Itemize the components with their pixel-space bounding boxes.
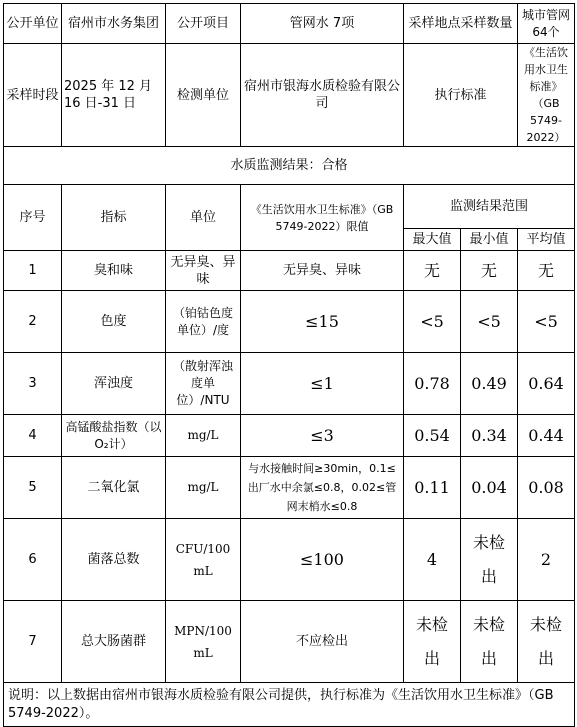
col-max: 最大值 bbox=[404, 229, 461, 251]
result-row bbox=[4, 147, 575, 185]
col-avg: 平均值 bbox=[518, 229, 575, 251]
row-unit: 无异臭、异味 bbox=[166, 251, 241, 291]
footnote: 说明：以上数据由宿州市银海水质检验有限公司提供，执行标准为《生活饮用水卫生标准》（GB 5749-2022）。 bbox=[4, 683, 575, 727]
result-title: 水质监测结果：合格 bbox=[4, 147, 575, 185]
row-limit: 与水接触时间≥30min，0.1≤出厂水中余氯≤0.8，0.02≤管网末梢水≤0.8 bbox=[241, 457, 404, 519]
header-row-2 bbox=[4, 44, 575, 147]
row-index: 二氧化氯 bbox=[62, 457, 166, 519]
column-header-row-1 bbox=[4, 185, 575, 229]
row-min: 0.49 bbox=[461, 353, 518, 415]
row-max: <5 bbox=[404, 291, 461, 353]
table-row bbox=[4, 601, 575, 683]
table-row bbox=[4, 415, 575, 457]
row-max: 未检出 bbox=[404, 601, 461, 683]
row-unit: mg/L bbox=[166, 457, 241, 519]
row-no: 4 bbox=[4, 415, 62, 457]
row-unit: （散射浑浊度单位）/NTU bbox=[166, 353, 241, 415]
row-limit: 无异臭、异味 bbox=[241, 251, 404, 291]
col-index: 指标 bbox=[62, 185, 166, 251]
row-index: 菌落总数 bbox=[62, 519, 166, 601]
row-index: 色度 bbox=[62, 291, 166, 353]
row-unit: MPN/100 mL bbox=[166, 601, 241, 683]
row-limit: ≤3 bbox=[241, 415, 404, 457]
row-min: 未检出 bbox=[461, 601, 518, 683]
row-unit: CFU/100 mL bbox=[166, 519, 241, 601]
row-max: 4 bbox=[404, 519, 461, 601]
row-min: 0.34 bbox=[461, 415, 518, 457]
row-index: 高锰酸盐指数（以 O₂计） bbox=[62, 415, 166, 457]
table-row bbox=[4, 353, 575, 415]
table-row bbox=[4, 251, 575, 291]
row-index: 总大肠菌群 bbox=[62, 601, 166, 683]
value-publish-unit: 宿州市水务集团 bbox=[62, 4, 166, 44]
row-avg: 未检出 bbox=[518, 601, 575, 683]
col-limit: 《生活饮用水卫生标准》（GB 5749-2022）限值 bbox=[241, 185, 404, 251]
row-max: 0.78 bbox=[404, 353, 461, 415]
row-min: 0.04 bbox=[461, 457, 518, 519]
report-table bbox=[3, 3, 575, 727]
table-row bbox=[4, 519, 575, 601]
col-min: 最小值 bbox=[461, 229, 518, 251]
row-max: 无 bbox=[404, 251, 461, 291]
label-publish-item: 公开项目 bbox=[166, 4, 241, 44]
row-limit: 不应检出 bbox=[241, 601, 404, 683]
col-range: 监测结果范围 bbox=[404, 185, 575, 229]
row-min: <5 bbox=[461, 291, 518, 353]
row-limit: ≤1 bbox=[241, 353, 404, 415]
row-no: 2 bbox=[4, 291, 62, 353]
value-sampling-period: 2025 年 12 月 16 日-31 日 bbox=[62, 44, 166, 147]
row-no: 7 bbox=[4, 601, 62, 683]
row-limit: ≤15 bbox=[241, 291, 404, 353]
row-avg: <5 bbox=[518, 291, 575, 353]
header-row-1 bbox=[4, 4, 575, 44]
row-no: 3 bbox=[4, 353, 62, 415]
row-avg: 0.44 bbox=[518, 415, 575, 457]
label-standard: 执行标准 bbox=[404, 44, 518, 147]
row-index: 臭和味 bbox=[62, 251, 166, 291]
row-index: 浑浊度 bbox=[62, 353, 166, 415]
row-no: 6 bbox=[4, 519, 62, 601]
row-unit: （铂钴色度单位）/度 bbox=[166, 291, 241, 353]
label-publish-unit: 公开单位 bbox=[4, 4, 62, 44]
row-min: 未检出 bbox=[461, 519, 518, 601]
row-no: 1 bbox=[4, 251, 62, 291]
row-min: 无 bbox=[461, 251, 518, 291]
row-avg: 0.08 bbox=[518, 457, 575, 519]
label-sampling-period: 采样时段 bbox=[4, 44, 62, 147]
row-limit: ≤100 bbox=[241, 519, 404, 601]
row-avg: 2 bbox=[518, 519, 575, 601]
value-standard: 《生活饮用水卫生标准》（GB 5749-2022） bbox=[518, 44, 575, 147]
col-no: 序号 bbox=[4, 185, 62, 251]
row-no: 5 bbox=[4, 457, 62, 519]
row-unit: mg/L bbox=[166, 415, 241, 457]
row-max: 0.54 bbox=[404, 415, 461, 457]
value-publish-item: 管网水 7项 bbox=[241, 4, 404, 44]
table-row bbox=[4, 291, 575, 353]
footnote-row bbox=[4, 683, 575, 727]
table-row bbox=[4, 457, 575, 519]
row-max: 0.11 bbox=[404, 457, 461, 519]
col-unit: 单位 bbox=[166, 185, 241, 251]
value-sampling-site: 城市管网 64个 bbox=[518, 4, 575, 44]
row-avg: 0.64 bbox=[518, 353, 575, 415]
label-sampling-site: 采样地点采样数量 bbox=[404, 4, 518, 44]
value-testing-unit: 宿州市银海水质检验有限公司 bbox=[241, 44, 404, 147]
label-testing-unit: 检测单位 bbox=[166, 44, 241, 147]
row-avg: 无 bbox=[518, 251, 575, 291]
